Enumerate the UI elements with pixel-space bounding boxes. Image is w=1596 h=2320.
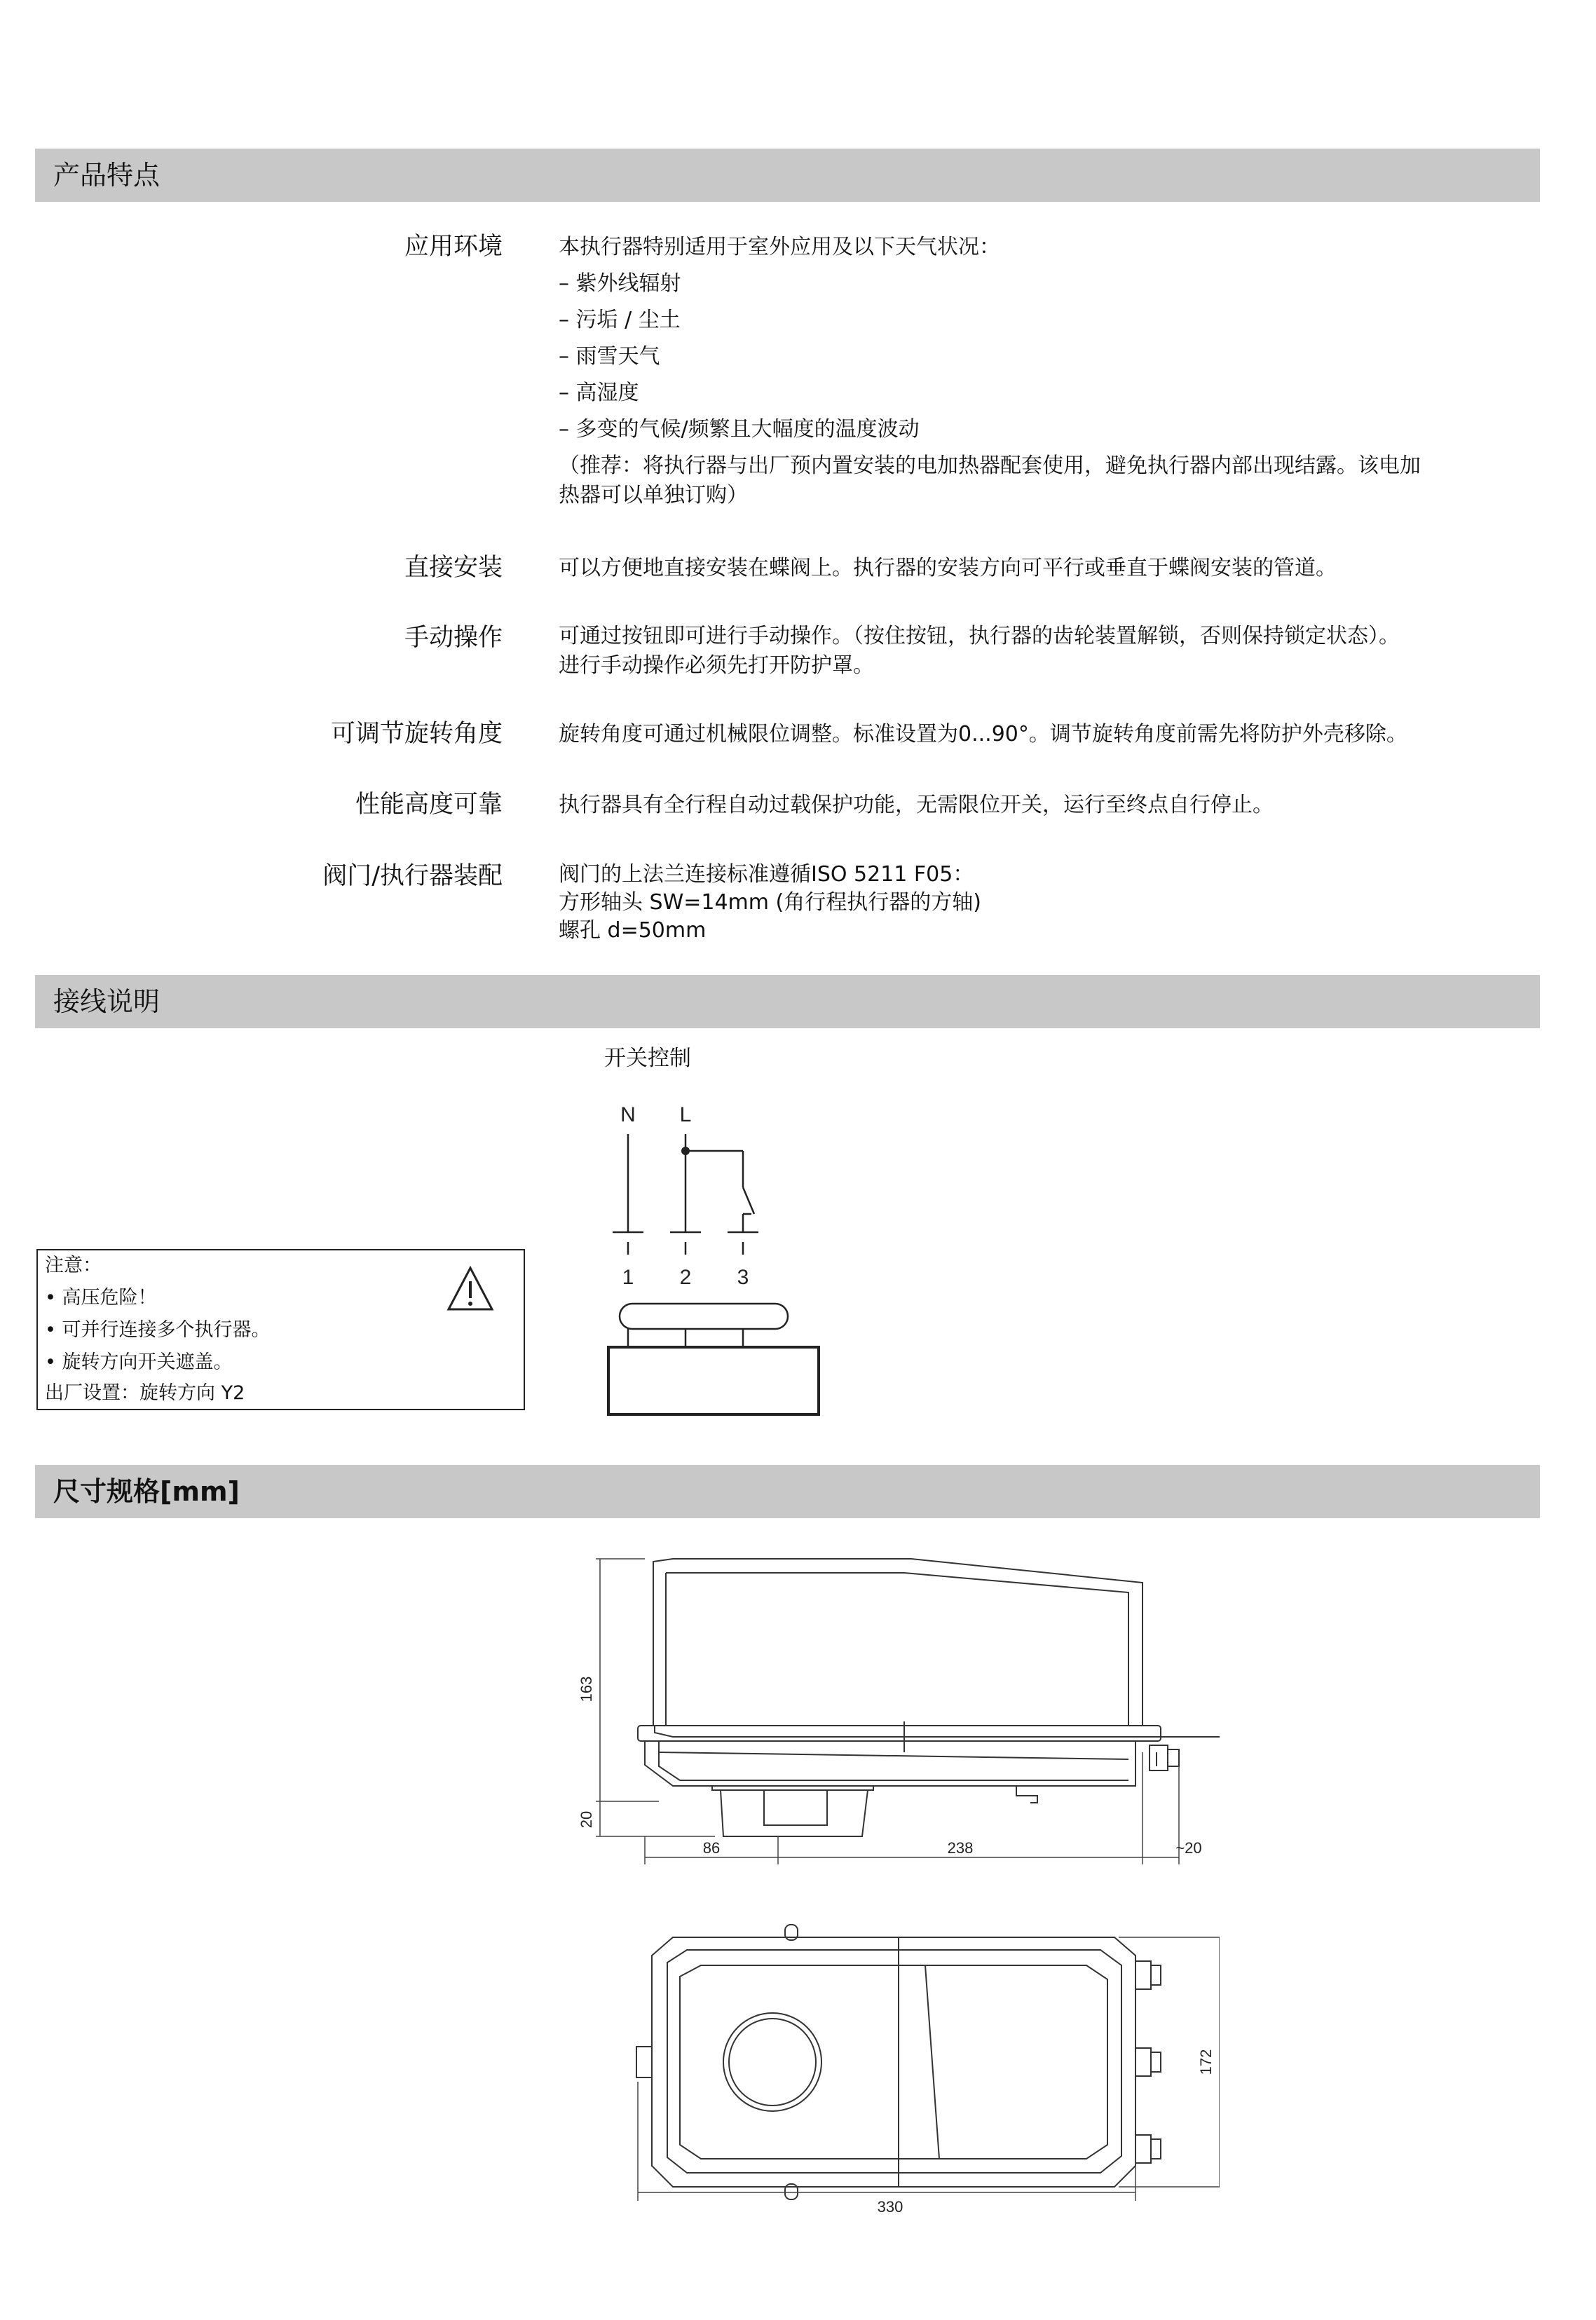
text-line: – 多变的气候/频繁且大幅度的温度波动 [559, 417, 920, 442]
text-line: 螺孔 d=50mm [559, 918, 707, 943]
feature-label-direct-mount: 直接安装 [404, 554, 503, 582]
section-title: 接线说明 [53, 986, 161, 1017]
feature-label-reliability: 性能高度可靠 [355, 791, 503, 819]
text-line: – 污垢 / 尘土 [559, 308, 681, 332]
notice-line: 出厂设置：旋转方向 Y2 [45, 1382, 245, 1404]
terminal-number: 1 [622, 1266, 634, 1289]
feature-label-manual: 手动操作 [404, 624, 503, 652]
actuator-box [608, 1347, 819, 1414]
notice-line: 注意： [45, 1255, 102, 1276]
feature-text-assembly [559, 861, 1526, 945]
side-view-drawing [575, 1542, 1220, 1892]
terminal-number: 3 [737, 1266, 749, 1289]
feature-text-environment [559, 233, 1526, 510]
feature-label-assembly: 阀门/执行器装配 [322, 862, 503, 890]
text-line: 方形轴头 SW=14mm (角行程执行器的方轴) [559, 890, 981, 915]
warning-icon [446, 1264, 495, 1313]
section-header-features [35, 149, 1540, 202]
dim-depth: 172 [1197, 2049, 1215, 2075]
text-line: 阀门的上法兰连接标准遵循ISO 5211 F05： [559, 862, 974, 887]
feature-text-rotation [559, 720, 1526, 749]
feature-label-environment: 应用环境 [404, 233, 503, 261]
feature-text-direct-mount [559, 554, 1526, 583]
notice-line: • 旋转方向开关遮盖。 [45, 1351, 233, 1373]
wiring-subtitle: 开关控制 [604, 1046, 691, 1071]
notice-box [36, 1249, 525, 1410]
dim-height: 163 [578, 1676, 595, 1703]
feature-label-rotation: 可调节旋转角度 [330, 720, 503, 748]
text-line: 可通过按钮即可进行手动操作。（按住按钮，执行器的齿轮装置解锁，否则保持锁定状态）。 [559, 624, 1400, 648]
text-line: 热器可以单独订购） [559, 483, 748, 507]
text-line: – 雨雪天气 [559, 344, 660, 369]
dim-w3: ~20 [1175, 1839, 1202, 1857]
text-line: 进行手动操作必须先打开防护罩。 [559, 653, 874, 678]
text-line: 可以方便地直接安装在蝶阀上。执行器的安装方向可平行或垂直于蝶阀安装的管道。 [559, 556, 1337, 580]
section-title: 尺寸规格[mm] [53, 1476, 240, 1507]
text-line: – 高湿度 [559, 381, 639, 405]
terminal-label-n: N [620, 1103, 636, 1126]
terminal-label-l: L [679, 1103, 692, 1126]
text-line: 旋转角度可通过机械限位调整。标准设置为0...90°。调节旋转角度前需先将防护外壳移除。 [559, 722, 1407, 746]
text-line: 本执行器特别适用于室外应用及以下天气状况： [559, 235, 1000, 259]
section-title: 产品特点 [53, 160, 161, 191]
text-line: （推荐：将执行器与出厂预内置安装的电加热器配套使用，避免执行器内部出现结露。该电加 [559, 453, 1421, 478]
dim-w1: 86 [702, 1839, 721, 1857]
terminal-number: 2 [679, 1266, 692, 1289]
section-header-dimensions [35, 1465, 1540, 1518]
top-view-drawing [575, 1906, 1220, 2215]
text-line: 执行器具有全行程自动过载保护功能，无需限位开关，运行至终点自行停止。 [559, 793, 1274, 817]
notice-line: • 高压危险！ [45, 1287, 157, 1309]
dim-w2: 238 [947, 1839, 974, 1857]
wiring-diagram [589, 1093, 841, 1416]
feature-text-reliability [559, 791, 1526, 820]
text-line: – 紫外线辐射 [559, 271, 681, 296]
feature-text-manual [559, 622, 1526, 681]
notice-line: • 可并行连接多个执行器。 [45, 1319, 271, 1341]
section-header-wiring [35, 975, 1540, 1028]
dim-bottom: 20 [578, 1810, 595, 1829]
dim-width: 330 [877, 2198, 903, 2215]
